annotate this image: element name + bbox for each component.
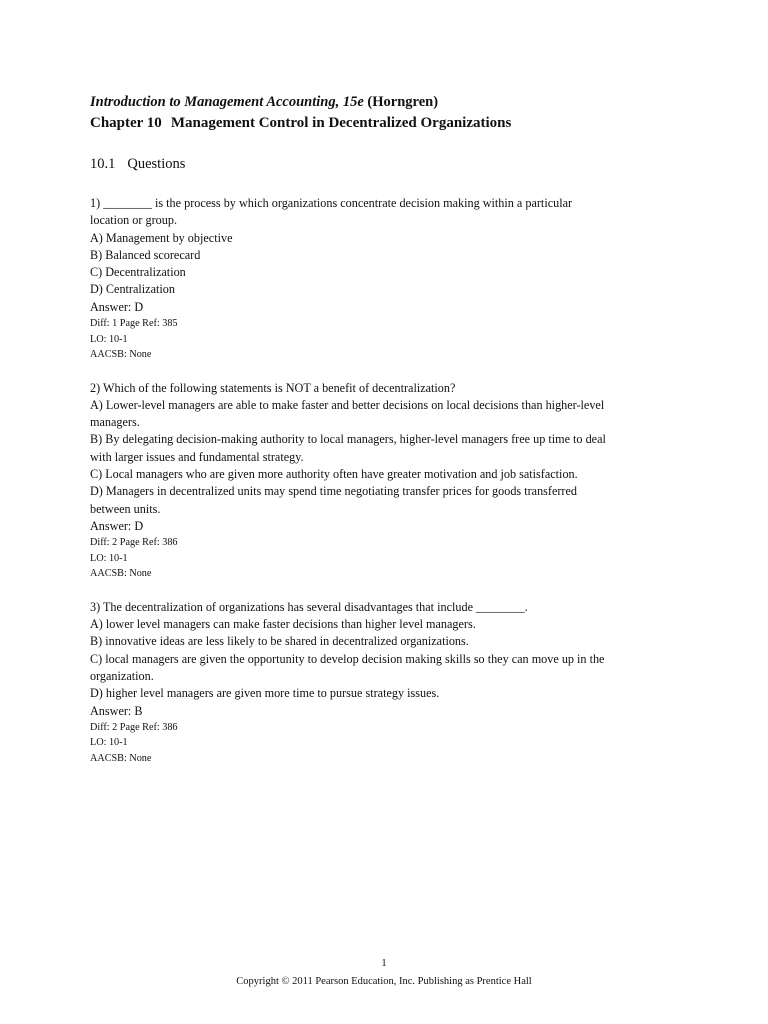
difficulty-page-ref: Diff: 2 Page Ref: 386 <box>90 721 178 733</box>
page-footer <box>0 956 768 989</box>
aacsb-tag: AACSB: None <box>90 568 152 580</box>
question-text-line: 2) Which of the following statements is NOT a benefit of decentralization? <box>90 380 456 395</box>
aacsb-tag: AACSB: None <box>90 752 152 764</box>
correct-answer: Answer: B <box>90 703 143 718</box>
correct-answer: Answer: D <box>90 299 144 314</box>
section-number: 10.1 <box>90 156 116 172</box>
section-title: Questions <box>127 156 186 172</box>
difficulty-page-ref: Diff: 1 Page Ref: 385 <box>90 318 178 330</box>
chapter-title: Management Control in Decentralized Organizations <box>170 115 512 131</box>
aacsb-tag: AACSB: None <box>90 349 152 361</box>
learning-objective: LO: 10-1 <box>90 737 128 749</box>
answer-option: B) innovative ideas are less likely to be shared in decentralized organizations. <box>90 634 469 649</box>
question-2 <box>90 380 690 582</box>
answer-option: C) Decentralization <box>90 265 186 280</box>
page-number: 1 <box>381 957 387 969</box>
correct-answer: Answer: D <box>90 518 144 533</box>
answer-option: managers. <box>90 415 140 430</box>
answer-option: A) Management by objective <box>90 230 233 245</box>
book-author: (Horngren) <box>367 94 439 110</box>
answer-option: C) local managers are given the opportunity to develop decision making skills so they can move up in the <box>90 651 605 666</box>
question-1 <box>90 195 690 363</box>
document-header <box>90 92 690 134</box>
answer-option: B) Balanced scorecard <box>90 247 201 262</box>
question-list <box>90 195 690 783</box>
answer-option: with larger issues and fundamental strategy. <box>90 449 304 464</box>
answer-option: D) higher level managers are given more time to pursue strategy issues. <box>90 686 440 701</box>
learning-objective: LO: 10-1 <box>90 552 128 564</box>
answer-option: between units. <box>90 501 161 516</box>
answer-option: B) By delegating decision-making authority to local managers, higher-level managers free up time to deal <box>90 432 606 447</box>
answer-option: D) Centralization <box>90 282 175 297</box>
chapter-heading <box>90 113 690 134</box>
question-text-line: 1) ________ is the process by which organizations concentrate decision making within a particular <box>90 196 573 210</box>
section-heading <box>90 154 185 174</box>
copyright-notice: Copyright © 2011 Pearson Education, Inc. Publishing as Prentice Hall <box>236 976 532 987</box>
learning-objective: LO: 10-1 <box>90 333 128 345</box>
difficulty-page-ref: Diff: 2 Page Ref: 386 <box>90 537 178 549</box>
answer-option: C) Local managers who are given more authority often have greater motivation and job satisfaction. <box>90 467 578 482</box>
answer-option: A) Lower-level managers are able to make faster and better decisions on local decisions than higher-level <box>90 397 605 412</box>
question-text-line: location or group. <box>90 213 177 228</box>
book-title: Introduction to Management Accounting, 15e <box>90 94 364 110</box>
question-3 <box>90 599 690 767</box>
answer-option: A) lower level managers can make faster decisions than higher level managers. <box>90 617 476 632</box>
chapter-number: Chapter 10 <box>90 115 162 131</box>
answer-option: D) Managers in decentralized units may spend time negotiating transfer prices for goods transferred <box>90 484 577 499</box>
question-text-line: 3) The decentralization of organizations has several disadvantages that include ________. <box>90 599 528 614</box>
answer-option: organization. <box>90 668 154 683</box>
book-title-line <box>90 92 690 112</box>
